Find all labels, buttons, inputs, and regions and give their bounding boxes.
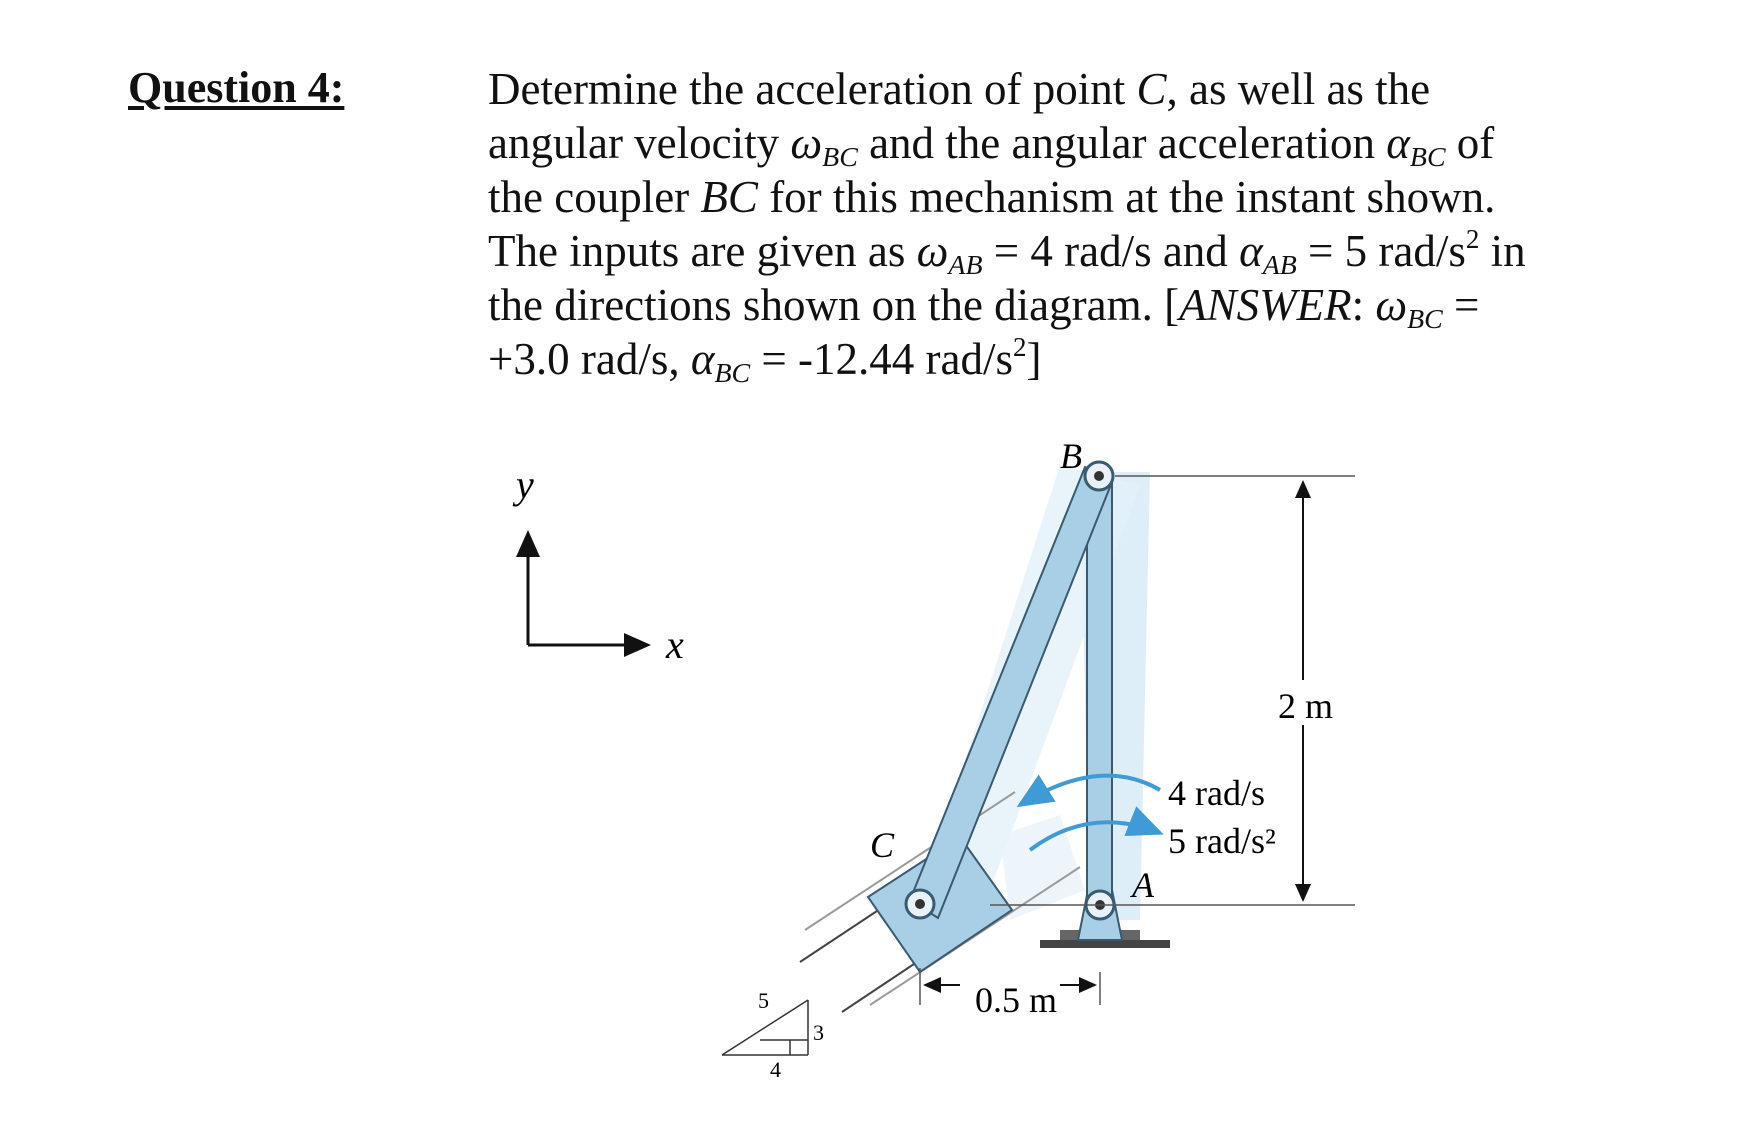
question-line-6: +3.0 rad/s, $\alpha_{BC} = -12.44$ rad/$s^2$] bbox=[488, 332, 1042, 389]
slope-rise-label: 3 bbox=[813, 1020, 824, 1045]
dimension-width bbox=[920, 968, 1100, 1020]
label-c: C bbox=[870, 825, 895, 865]
slope-triangle bbox=[722, 988, 824, 1082]
dimension-width-label: 0.5 m bbox=[975, 980, 1058, 1020]
label-b: B bbox=[1060, 436, 1082, 476]
question-line-5: the directions shown on the diagram. [ANSWER: $\omega_{BC}$ = bbox=[488, 280, 1480, 335]
pin-c bbox=[906, 890, 934, 918]
label-a: A bbox=[1132, 865, 1154, 905]
slope-hypotenuse-label: 5 bbox=[758, 988, 769, 1013]
question-number: Question 4: bbox=[128, 63, 345, 112]
question-line-1: Determine the acceleration of point C, as well as the bbox=[488, 64, 1431, 114]
coordinate-axes bbox=[512, 462, 684, 667]
omega-ab-label: 4 rad/s bbox=[1168, 773, 1265, 813]
pin-b bbox=[1085, 462, 1113, 490]
question-line-2: angular velocity $\omega_{BC}$ and the angular acceleration $\alpha_{BC}$ of bbox=[488, 118, 1495, 173]
link-ab bbox=[1087, 478, 1112, 900]
y-axis-label: y bbox=[516, 462, 534, 507]
dimension-height-label: 2 m bbox=[1278, 686, 1334, 726]
slope-run-label: 4 bbox=[770, 1057, 781, 1082]
question-line-4: The inputs are given as $\omega_{AB} = 4$ rad/s and $\alpha_{AB} = 5$ rad/$s^2$ in bbox=[488, 224, 1526, 281]
alpha-ab-label: 5 rad/s² bbox=[1168, 821, 1276, 861]
question-line-3: the coupler BC for this mechanism at the instant shown. bbox=[488, 172, 1496, 222]
x-axis-label: x bbox=[666, 622, 684, 667]
